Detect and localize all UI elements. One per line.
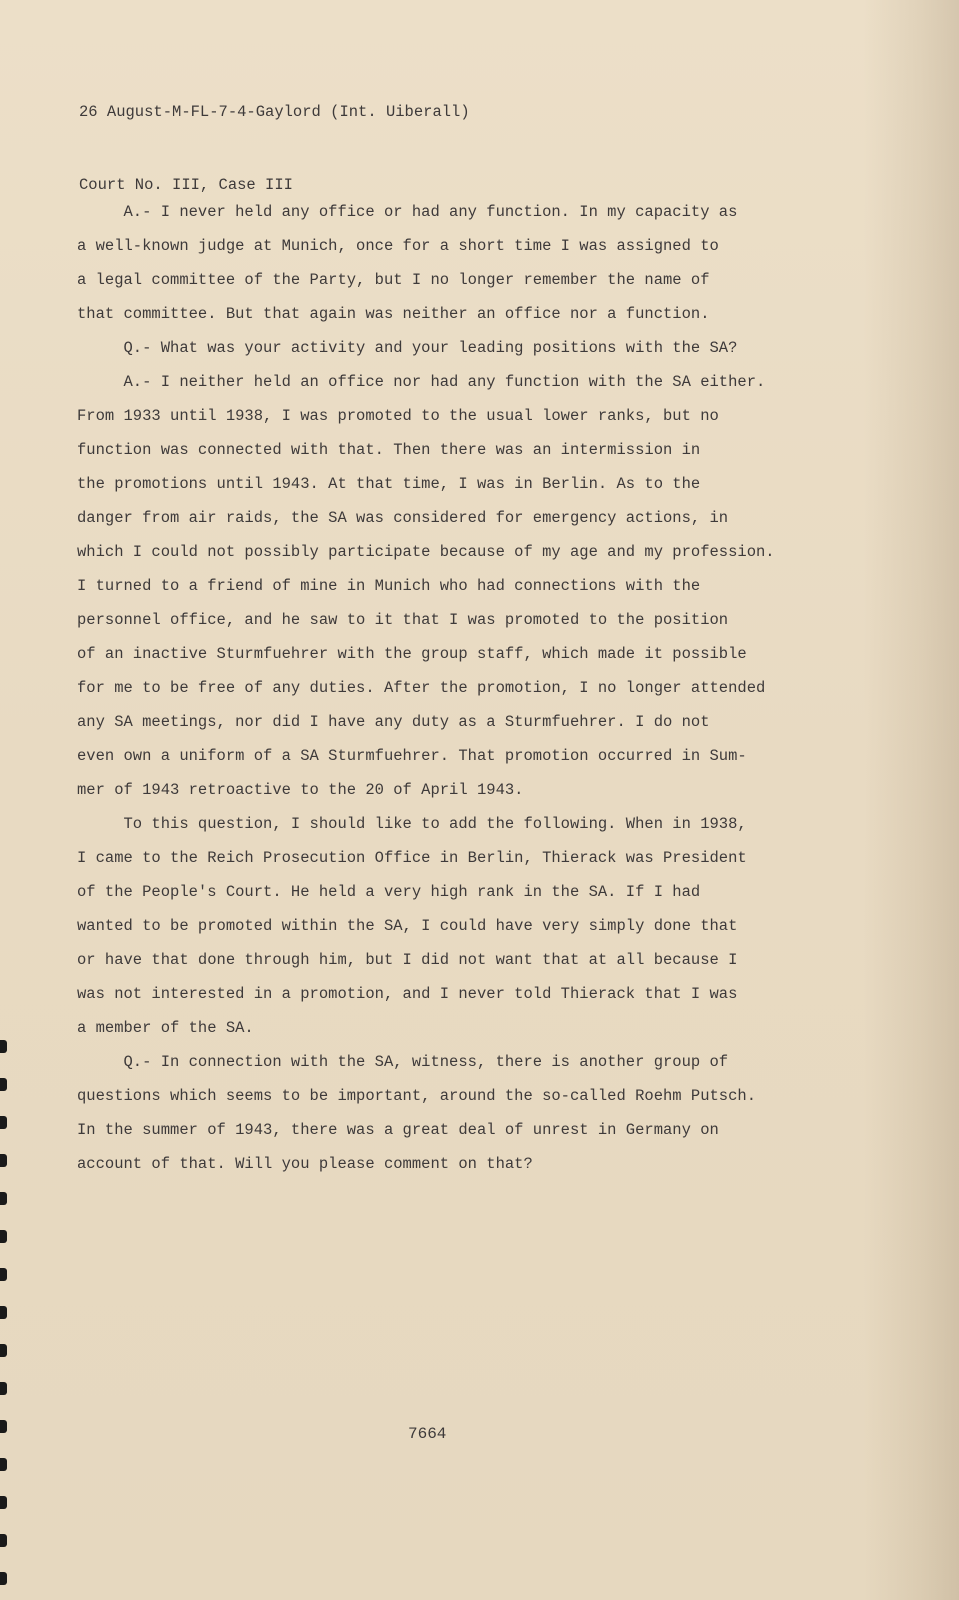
- transcript-line: wanted to be promoted within the SA, I could have very simply done that: [77, 917, 738, 935]
- transcript-line: In the summer of 1943, there was a great deal of unrest in Germany on: [77, 1121, 719, 1139]
- transcript-line: I came to the Reich Prosecution Office in Berlin, Thierack was President: [77, 849, 747, 867]
- page-number: 7664: [408, 1425, 447, 1443]
- transcript-line: account of that. Will you please comment on that?: [77, 1155, 533, 1173]
- binding-hole: [0, 1154, 7, 1167]
- binding-hole: [0, 1268, 7, 1281]
- transcript-line: A.- I never held any office or had any function. In my capacity as: [77, 203, 738, 221]
- transcript-line: mer of 1943 retroactive to the 20 of April 1943.: [77, 781, 524, 799]
- transcript-line: the promotions until 1943. At that time, I was in Berlin. As to the: [77, 475, 701, 493]
- binding-hole: [0, 1306, 7, 1319]
- transcript-line: A.- I neither held an office nor had any function with the SA either.: [77, 373, 766, 391]
- transcript-line: personnel office, and he saw to it that I was promoted to the position: [77, 611, 729, 629]
- binding-hole: [0, 1116, 7, 1129]
- transcript-line: I turned to a friend of mine in Munich who had connections with the: [77, 577, 701, 595]
- transcript-line: To this question, I should like to add the following. When in 1938,: [77, 815, 747, 833]
- header-session-line: 26 August-M-FL-7-4-Gaylord (Int. Uiberall): [79, 103, 470, 121]
- transcript-body: [77, 205, 897, 1191]
- binding-hole: [0, 1192, 7, 1205]
- binding-hole: [0, 1496, 7, 1509]
- transcript-line: questions which seems to be important, around the so-called Roehm Putsch.: [77, 1087, 757, 1105]
- transcript-line: for me to be free of any duties. After the promotion, I no longer attended: [77, 679, 766, 697]
- binding-hole: [0, 1040, 7, 1053]
- transcript-line: function was connected with that. Then there was an intermission in: [77, 441, 701, 459]
- transcript-line: of an inactive Sturmfuehrer with the group staff, which made it possible: [77, 645, 747, 663]
- transcript-line: any SA meetings, nor did I have any duty as a Sturmfuehrer. I do not: [77, 713, 710, 731]
- transcript-line: From 1933 until 1938, I was promoted to the usual lower ranks, but no: [77, 407, 719, 425]
- transcript-line: a well-known judge at Munich, once for a short time I was assigned to: [77, 237, 719, 255]
- transcript-line: even own a uniform of a SA Sturmfuehrer. That promotion occurred in Sum-: [77, 747, 747, 765]
- transcript-line: or have that done through him, but I did not want that at all because I: [77, 951, 738, 969]
- transcript-line: Q.- In connection with the SA, witness, there is another group of: [77, 1053, 729, 1071]
- binding-hole: [0, 1382, 7, 1395]
- binding-hole: [0, 1420, 7, 1433]
- transcript-line: was not interested in a promotion, and I never told Thierack that I was: [77, 985, 738, 1003]
- binding-hole: [0, 1230, 7, 1243]
- transcript-line: of the People's Court. He held a very high rank in the SA. If I had: [77, 883, 701, 901]
- transcript-line: a member of the SA.: [77, 1019, 254, 1037]
- binding-hole: [0, 1458, 7, 1471]
- transcript-line: that committee. But that again was neither an office nor a function.: [77, 305, 710, 323]
- transcript-line: Q.- What was your activity and your leading positions with the SA?: [77, 339, 738, 357]
- transcript-line: which I could not possibly participate because of my age and my profession.: [77, 543, 775, 561]
- header-court-line: Court No. III, Case III: [79, 176, 293, 194]
- binding-holes: [0, 0, 10, 1600]
- transcript-line: danger from air raids, the SA was considered for emergency actions, in: [77, 509, 729, 527]
- binding-hole: [0, 1572, 7, 1585]
- binding-hole: [0, 1534, 7, 1547]
- binding-hole: [0, 1078, 7, 1091]
- transcript-line: a legal committee of the Party, but I no longer remember the name of: [77, 271, 710, 289]
- binding-hole: [0, 1344, 7, 1357]
